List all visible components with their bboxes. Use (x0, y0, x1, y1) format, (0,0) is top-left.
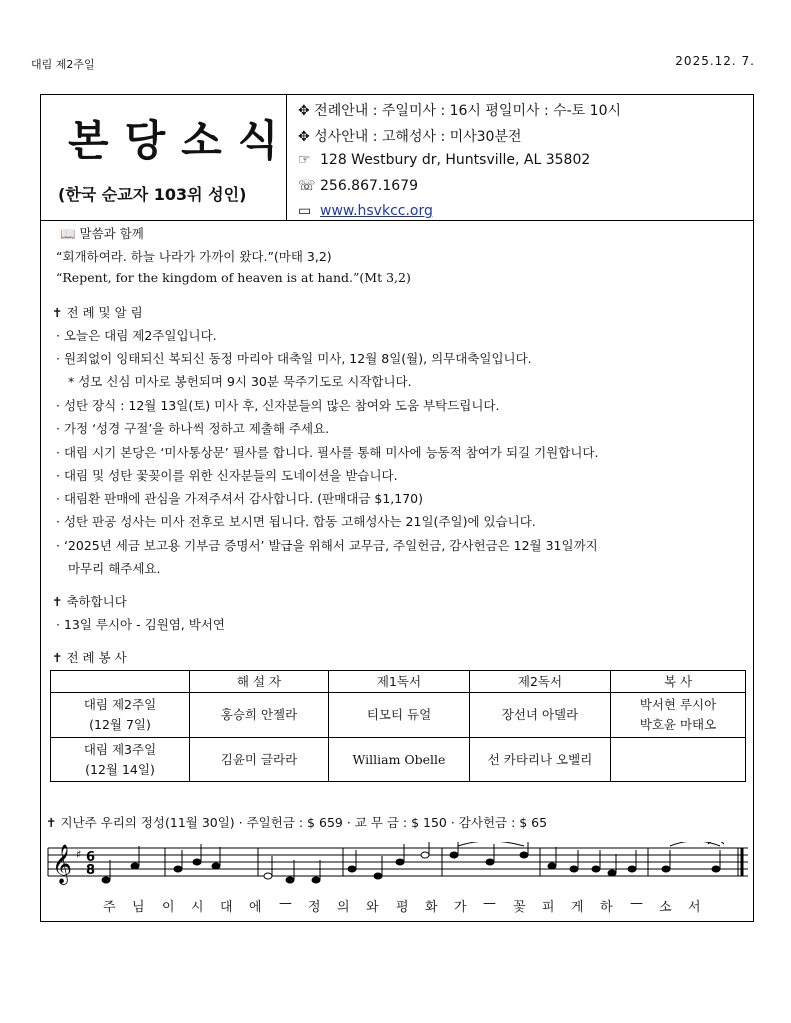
commentator-cell: 홍승희 안젤라 (190, 693, 329, 738)
reading2-cell: 선 카타리나 오벨리 (470, 738, 611, 782)
season-label: 대림 제2주일 (31, 58, 95, 71)
server-name: 박호윤 마태오 (639, 717, 717, 732)
time-signature-top: 6 (86, 850, 96, 865)
telephone-icon: ☏ (298, 178, 316, 194)
music-staff (40, 842, 754, 894)
reading2-cell: 장선녀 아델라 (470, 693, 611, 738)
week-date: (12월 14일) (85, 761, 155, 777)
lyric-syllable: 에 (249, 900, 262, 915)
notice-item: * 성모 신심 미사로 봉헌되며 9시 30분 묵주기도로 시작합니다. (68, 374, 412, 389)
phone-text: 256.867.1679 (320, 178, 418, 194)
table-row (51, 738, 746, 782)
lyric-syllable: 평 (396, 900, 409, 915)
pointing-hand-icon: ☞ (298, 152, 311, 168)
notice-item: · 대림 시기 본당은 ‘미사통상문’ 필사를 합니다. 필사를 통해 미사에 능동적 참여가 되길 기원합니다. (56, 445, 599, 460)
server-name: 박서현 루시아 (639, 697, 717, 712)
lyric-syllable: 하 (600, 900, 613, 915)
lyric-syllable: 님 (132, 900, 145, 915)
lyric-syllable: — (483, 896, 496, 911)
congrats-item: · 13일 루시아 - 김원염, 박서연 (56, 617, 225, 632)
ministry-table (50, 670, 746, 782)
phone-line (298, 178, 418, 194)
column-header: 복 사 (611, 671, 746, 693)
notice-item: · ‘2025년 세금 보고용 기부금 증명서’ 발급을 위해서 교무금, 주일헌금, 감사헌금은 12월 31일까지 (56, 538, 598, 553)
lyric-syllable: 와 (366, 900, 379, 915)
roster-heading: ✝ 전 례 봉 사 (52, 650, 127, 665)
lyric-syllable: 이 (162, 900, 175, 915)
lyric-syllable: 가 (454, 900, 467, 915)
reading1-cell: William Obelle (329, 738, 470, 782)
notice-item: · 성탄 장식 : 12월 13일(토) 미사 후, 신자분들의 많은 참여와 도움 부탁드립니다. (56, 398, 500, 413)
word-korean: “회개하여라. 하늘 나라가 가까이 왔다.”(마태 3,2) (56, 249, 332, 264)
notice-item: · 오늘은 대림 제2주일입니다. (56, 328, 217, 343)
server-cell (611, 738, 746, 782)
week-name: 대림 제2주일 (83, 697, 157, 712)
lyric-syllable: — (630, 896, 643, 911)
page-subtitle: (한국 순교자 103위 성인) (58, 185, 247, 204)
notice-item: · 가정 ‘성경 구절’을 하나씩 정하고 제출해 주세요. (56, 421, 330, 436)
lyric-syllable: 시 (191, 900, 204, 915)
lyric-syllable: 꽃 (513, 900, 526, 915)
sharp-icon: ♯ (76, 848, 82, 861)
week-date: (12월 7일) (89, 717, 151, 732)
column-header: 제2독서 (470, 671, 611, 693)
offering-summary: ✝ 지난주 우리의 정성(11월 30일) · 주일헌금 : $ 659 · 교 무 금 : $ 150 · 감사헌금 : $ 65 (46, 815, 548, 830)
word-heading: 📖 말씀과 함께 (60, 226, 144, 241)
congrats-heading: ✝ 축하합니다 (52, 594, 127, 609)
server-cell (611, 693, 746, 738)
notice-item: · 성탄 판공 성사는 미사 전후로 보시면 됩니다. 합동 고해성사는 21일(주일)에 있습니다. (56, 514, 536, 529)
lyric-syllable: 서 (688, 900, 701, 915)
word-english: “Repent, for the kingdom of heaven is at hand.”(Mt 3,2) (56, 270, 411, 285)
address-line (298, 152, 590, 168)
lyric-syllable: 의 (337, 900, 350, 915)
notice-item: 마무리 해주세요. (68, 561, 161, 576)
commentator-cell: 김윤미 글라라 (190, 738, 329, 782)
notices-heading: ✝ 전 례 및 알 림 (52, 305, 143, 320)
page-title: 본당소식 (68, 116, 295, 165)
lyric-syllable: 게 (571, 900, 584, 915)
address-text: 128 Westbury dr, Huntsville, AL 35802 (320, 152, 591, 168)
column-header (51, 671, 190, 693)
table-row (51, 693, 746, 738)
website-line (298, 203, 433, 219)
notice-item: · 대림환 판매에 관심을 가져주셔서 감사합니다. (판매대금 $1,170) (56, 491, 423, 506)
header-divider (40, 220, 754, 221)
liturgy-info: ✥ 전례안내 : 주일미사 : 16시 평일미사 : 수-토 10시 (298, 103, 621, 119)
computer-icon: ▭ (298, 203, 312, 219)
lyric-syllable: 화 (425, 900, 438, 915)
table-header-row (51, 671, 746, 693)
lyric-syllable: 대 (220, 900, 233, 915)
website-link[interactable]: www.hsvkcc.org (320, 203, 433, 219)
column-header: 해 설 자 (190, 671, 329, 693)
week-cell (51, 738, 190, 782)
date-label: 2025.12. 7. (675, 54, 755, 68)
week-name: 대림 제3주일 (83, 741, 157, 757)
column-header: 제1독서 (329, 671, 470, 693)
sacrament-info: ✥ 성사안내 : 고해성사 : 미사30분전 (298, 129, 522, 145)
time-signature-bottom: 8 (86, 863, 96, 878)
lyric-syllable: 주 (103, 900, 116, 915)
notice-item: · 원죄없이 잉태되신 복되신 동정 마리아 대축일 미사, 12월 8일(월), 의무대축일입니다. (56, 351, 532, 366)
reading1-cell: 티모티 듀얼 (329, 693, 470, 738)
treble-clef-icon: 𝄞 (52, 844, 73, 884)
week-cell (51, 693, 190, 738)
lyric-syllable: — (279, 896, 292, 911)
notice-item: · 대림 및 성탄 꽃꽂이를 위한 신자분들의 도네이션을 받습니다. (56, 468, 398, 483)
lyric-syllable: 피 (542, 900, 555, 915)
lyric-syllable: 정 (308, 900, 321, 915)
lyric-syllable: 소 (659, 900, 672, 915)
